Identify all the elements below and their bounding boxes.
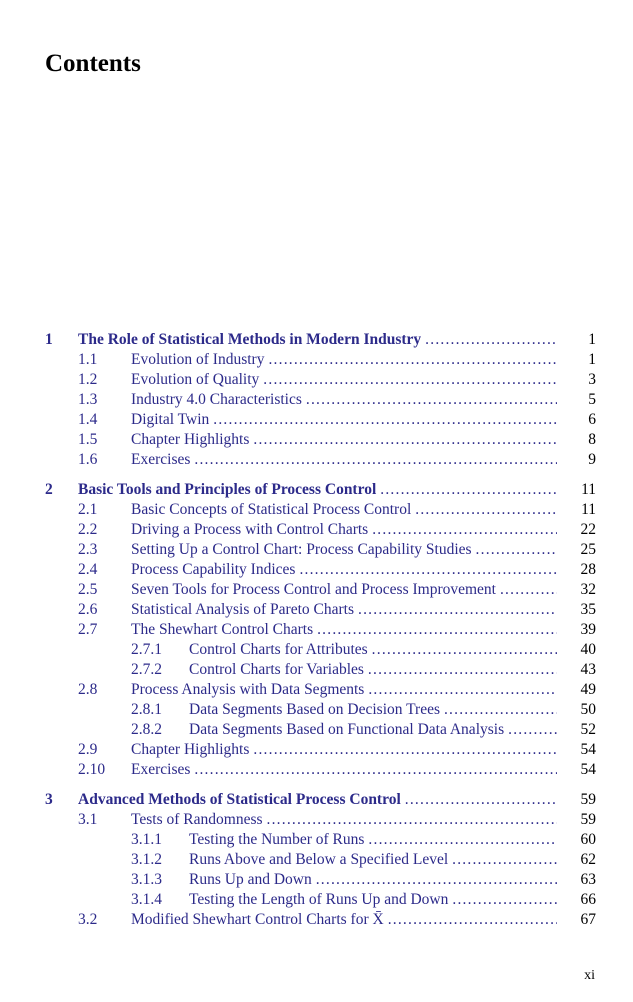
toc-entry-section[interactable] <box>45 430 596 450</box>
toc-entry-link[interactable] <box>78 480 557 500</box>
toc-entry-page[interactable]: 22 <box>580 521 596 538</box>
toc-entry-link[interactable] <box>131 450 557 470</box>
page-title: Contents <box>45 50 141 77</box>
toc-entry-link[interactable] <box>131 430 557 450</box>
toc-entry-link[interactable] <box>131 390 557 410</box>
dot-leader <box>500 580 557 600</box>
toc-entry-number[interactable]: 3.1.3 <box>131 871 162 888</box>
toc-entry-title[interactable]: Data Segments Based on Decision Trees <box>189 701 440 718</box>
toc-entry-title[interactable]: Evolution of Quality <box>131 371 260 388</box>
toc-entry-number[interactable]: 1.5 <box>78 431 98 448</box>
toc-entry-section[interactable] <box>45 810 596 830</box>
toc-entry-page[interactable]: 62 <box>580 851 596 868</box>
toc-entry-section[interactable] <box>45 540 596 560</box>
toc-entry-link[interactable] <box>131 520 557 540</box>
toc-entry-number[interactable]: 1.4 <box>78 411 98 428</box>
toc-entry-link[interactable] <box>78 790 557 810</box>
toc-entry-number[interactable]: 2.9 <box>78 741 98 758</box>
toc-entry-page[interactable]: 35 <box>580 601 596 618</box>
toc-entry-subsection[interactable] <box>45 640 596 660</box>
dot-leader <box>476 540 557 560</box>
toc-entry-number[interactable]: 1 <box>45 331 53 348</box>
dot-leader <box>358 600 557 620</box>
toc-entry-section[interactable] <box>45 620 596 640</box>
dot-leader <box>267 810 557 830</box>
toc-entry-section[interactable] <box>45 370 596 390</box>
toc-entry-link[interactable] <box>189 660 557 680</box>
toc-entry-page[interactable]: 9 <box>588 451 596 468</box>
toc-entry-title[interactable]: Basic Tools and Principles of Process Control <box>78 481 377 498</box>
toc-entry-link[interactable] <box>131 760 557 780</box>
toc-entry-page[interactable]: 11 <box>581 481 596 498</box>
toc-entry-title[interactable]: The Role of Statistical Methods in Modern Industry <box>78 331 422 348</box>
toc-entry-link[interactable] <box>131 350 557 370</box>
toc-entry-link[interactable] <box>131 580 557 600</box>
toc-entry-title[interactable]: Control Charts for Attributes <box>189 641 368 658</box>
toc-entry-link[interactable] <box>189 720 557 740</box>
toc-entry-page[interactable]: 25 <box>580 541 596 558</box>
toc-entry-title[interactable]: Evolution of Industry <box>131 351 265 368</box>
dot-leader <box>317 620 557 640</box>
toc-entry-link[interactable] <box>189 640 557 660</box>
toc-entry-number[interactable]: 2.6 <box>78 601 98 618</box>
toc-entry-page[interactable]: 50 <box>580 701 596 718</box>
toc-entry-page[interactable]: 59 <box>580 791 596 808</box>
dot-leader <box>415 500 557 520</box>
toc-entry-page[interactable]: 6 <box>588 411 596 428</box>
toc-entry-page[interactable]: 1 <box>588 351 596 368</box>
toc-entry-page[interactable]: 3 <box>588 371 596 388</box>
toc-entry-subsection[interactable] <box>45 870 596 890</box>
dot-leader <box>452 890 557 910</box>
dot-leader <box>268 350 557 370</box>
toc-entry-title[interactable]: Exercises <box>131 761 191 778</box>
toc-entry-chapter[interactable] <box>45 480 596 500</box>
toc-entry-title[interactable]: Exercises <box>131 451 191 468</box>
toc-entry-section[interactable] <box>45 580 596 600</box>
toc-entry-subsection[interactable] <box>45 890 596 910</box>
toc-entry-link[interactable] <box>131 370 557 390</box>
toc-entry-page[interactable]: 32 <box>580 581 596 598</box>
toc-entry-title[interactable]: Runs Above and Below a Specified Level <box>189 851 449 868</box>
toc-entry-chapter[interactable] <box>45 790 596 810</box>
toc-entry-number[interactable]: 2.8 <box>78 681 98 698</box>
toc-entry-title[interactable]: Setting Up a Control Chart: Process Capability Studies <box>131 541 472 558</box>
toc-entry-title[interactable]: Industry 4.0 Characteristics <box>131 391 302 408</box>
toc-entry-page[interactable]: 49 <box>580 681 596 698</box>
dot-leader <box>368 660 557 680</box>
toc-entry-link[interactable] <box>131 410 557 430</box>
toc-entry-section[interactable] <box>45 450 596 470</box>
dot-leader <box>194 450 557 470</box>
toc-entry-title[interactable]: Data Segments Based on Functional Data Analysis <box>189 721 505 738</box>
toc-entry-link[interactable] <box>131 500 557 520</box>
dot-leader <box>299 560 557 580</box>
toc-entry-subsection[interactable] <box>45 660 596 680</box>
dot-leader <box>368 680 557 700</box>
toc-entry-page[interactable]: 43 <box>580 661 596 678</box>
toc-entry-subsection[interactable] <box>45 830 596 850</box>
toc-entry-section[interactable] <box>45 600 596 620</box>
toc-entry-title[interactable]: Digital Twin <box>131 411 210 428</box>
dot-leader <box>372 520 557 540</box>
toc-entry-link[interactable] <box>131 910 557 930</box>
toc-entry-page[interactable]: 52 <box>580 721 596 738</box>
toc-entry-page[interactable]: 1 <box>588 331 596 348</box>
toc-entry-number[interactable]: 1.1 <box>78 351 98 368</box>
toc-entry-number[interactable]: 2.1 <box>78 501 98 518</box>
toc-entry-section[interactable] <box>45 760 596 780</box>
toc-entry-subsection[interactable] <box>45 850 596 870</box>
toc-entry-page[interactable]: 5 <box>588 391 596 408</box>
toc-entry-page[interactable]: 11 <box>581 501 596 518</box>
toc-entry-number[interactable]: 2.5 <box>78 581 98 598</box>
dot-leader <box>316 870 557 890</box>
toc-entry-section[interactable] <box>45 500 596 520</box>
toc-entry-title[interactable]: Control Charts for Variables <box>189 661 364 678</box>
dot-leader <box>253 430 557 450</box>
toc-entry-number[interactable]: 2.8.2 <box>131 721 162 738</box>
toc-entry-section[interactable] <box>45 390 596 410</box>
dot-leader <box>368 830 557 850</box>
toc-entry-link[interactable] <box>189 890 557 910</box>
toc-entry-number[interactable]: 3.2 <box>78 911 98 928</box>
toc-entry-number[interactable]: 2 <box>45 481 53 498</box>
toc-entry-link[interactable] <box>131 680 557 700</box>
toc-entry-number[interactable]: 2.10 <box>78 761 106 778</box>
toc-entry-number[interactable]: 3 <box>45 791 53 808</box>
toc-entry-section[interactable] <box>45 410 596 430</box>
toc-entry-section[interactable] <box>45 350 596 370</box>
toc-entry-number[interactable]: 1.3 <box>78 391 98 408</box>
toc-entry-title[interactable]: Runs Up and Down <box>189 871 312 888</box>
toc-entry-title[interactable]: Basic Concepts of Statistical Process Control <box>131 501 412 518</box>
toc-entry-number[interactable]: 2.7.1 <box>131 641 162 658</box>
toc-entry-number[interactable]: 3.1.1 <box>131 831 162 848</box>
dot-leader <box>213 410 557 430</box>
toc-entry-subsection[interactable] <box>45 720 596 740</box>
page-number: xi <box>584 968 595 983</box>
dot-leader <box>380 480 557 500</box>
toc-entry-chapter[interactable] <box>45 330 596 350</box>
table-of-contents <box>45 330 596 930</box>
dot-leader <box>194 760 557 780</box>
toc-entry-number[interactable]: 2.2 <box>78 521 98 538</box>
toc-entry-page[interactable]: 60 <box>580 831 596 848</box>
toc-entry-link[interactable] <box>189 700 557 720</box>
toc-entry-title[interactable]: Modified Shewhart Control Charts for X̄ <box>131 911 384 928</box>
toc-entry-page[interactable]: 63 <box>580 871 596 888</box>
toc-entry-number[interactable]: 2.4 <box>78 561 98 578</box>
toc-entry-page[interactable]: 28 <box>580 561 596 578</box>
dot-leader <box>405 790 557 810</box>
dot-leader <box>452 850 557 870</box>
toc-entry-number[interactable]: 3.1.4 <box>131 891 162 908</box>
toc-entry-link[interactable] <box>78 330 557 350</box>
toc-entry-link[interactable] <box>131 810 557 830</box>
toc-entry-section[interactable] <box>45 560 596 580</box>
toc-entry-page[interactable]: 66 <box>580 891 596 908</box>
toc-entry-section[interactable] <box>45 910 596 930</box>
toc-entry-title[interactable]: Chapter Highlights <box>131 431 250 448</box>
toc-entry-link[interactable] <box>131 560 557 580</box>
toc-entry-title[interactable]: Statistical Analysis of Pareto Charts <box>131 601 355 618</box>
toc-entry-number[interactable]: 1.6 <box>78 451 98 468</box>
dot-leader <box>263 370 557 390</box>
toc-entry-page[interactable]: 8 <box>588 431 596 448</box>
toc-entry-page[interactable]: 59 <box>580 811 596 828</box>
toc-entry-title[interactable]: Testing the Length of Runs Up and Down <box>189 891 449 908</box>
dot-leader <box>508 720 557 740</box>
toc-entry-title[interactable]: Advanced Methods of Statistical Process Control <box>78 791 401 808</box>
toc-entry-link[interactable] <box>131 620 557 640</box>
dot-leader <box>388 910 557 930</box>
toc-entry-number[interactable]: 2.3 <box>78 541 98 558</box>
toc-entry-link[interactable] <box>189 830 557 850</box>
toc-entry-title[interactable]: Chapter Highlights <box>131 741 250 758</box>
toc-entry-number[interactable]: 3.1 <box>78 811 98 828</box>
dot-leader <box>306 390 557 410</box>
toc-entry-number[interactable]: 2.7.2 <box>131 661 162 678</box>
toc-entry-number[interactable]: 1.2 <box>78 371 98 388</box>
toc-entry-page[interactable]: 54 <box>580 761 596 778</box>
toc-entry-section[interactable] <box>45 740 596 760</box>
toc-entry-link[interactable] <box>189 850 557 870</box>
dot-leader <box>444 700 557 720</box>
toc-entry-number[interactable]: 2.8.1 <box>131 701 162 718</box>
toc-entry-title[interactable]: Driving a Process with Control Charts <box>131 521 369 538</box>
toc-entry-title[interactable]: Seven Tools for Process Control and Process Improvement <box>131 581 496 598</box>
toc-entry-link[interactable] <box>131 740 557 760</box>
toc-entry-title[interactable]: The Shewhart Control Charts <box>131 621 314 638</box>
toc-entry-link[interactable] <box>131 540 557 560</box>
toc-entry-section[interactable] <box>45 520 596 540</box>
toc-entry-title[interactable]: Process Capability Indices <box>131 561 296 578</box>
toc-entry-title[interactable]: Tests of Randomness <box>131 811 263 828</box>
dot-leader <box>253 740 557 760</box>
toc-entry-link[interactable] <box>189 870 557 890</box>
toc-entry-page[interactable]: 54 <box>580 741 596 758</box>
toc-entry-page[interactable]: 67 <box>580 911 596 928</box>
toc-entry-title[interactable]: Testing the Number of Runs <box>189 831 365 848</box>
dot-leader <box>372 640 557 660</box>
toc-entry-subsection[interactable] <box>45 700 596 720</box>
toc-entry-title[interactable]: Process Analysis with Data Segments <box>131 681 365 698</box>
toc-entry-number[interactable]: 3.1.2 <box>131 851 162 868</box>
toc-entry-page[interactable]: 40 <box>580 641 596 658</box>
dot-leader <box>425 330 557 350</box>
toc-entry-page[interactable]: 39 <box>580 621 596 638</box>
toc-entry-number[interactable]: 2.7 <box>78 621 98 638</box>
toc-entry-section[interactable] <box>45 680 596 700</box>
toc-entry-link[interactable] <box>131 600 557 620</box>
